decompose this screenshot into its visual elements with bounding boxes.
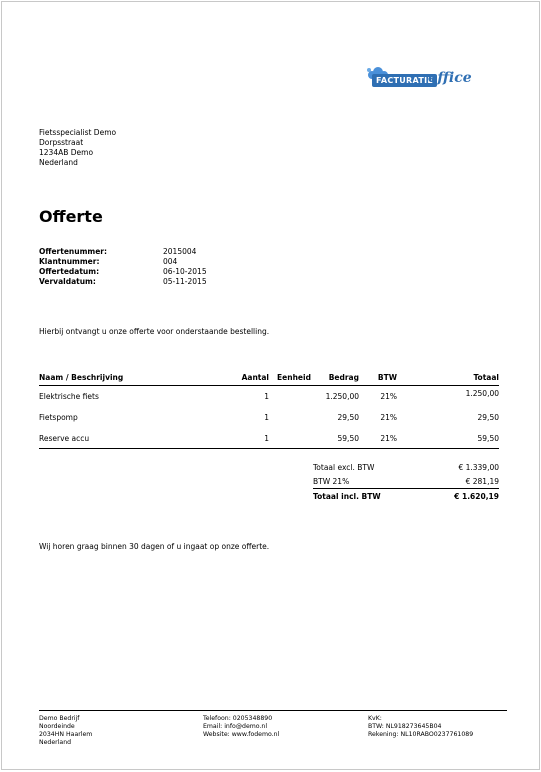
cell-btw: 21%	[380, 413, 397, 422]
meta-row	[39, 247, 239, 257]
cell-unit	[269, 392, 319, 407]
table-row	[39, 428, 499, 449]
cell-btw: 21%	[380, 392, 397, 401]
total-incl-value: € 1.620,19	[454, 491, 499, 501]
footer-line: Demo Bedrijf	[39, 715, 80, 722]
total-excl-label: Totaal excl. BTW	[313, 462, 375, 472]
totals-block	[313, 460, 499, 503]
meta-row	[39, 267, 239, 277]
closing-text: Wij horen graag binnen 30 dagen of u ingaat op onze offerte.	[39, 542, 270, 551]
meta-label: Klantnummer:	[39, 257, 100, 266]
header-unit: Eenheid	[277, 373, 311, 382]
footer-line: BTW: NL918273645B04	[368, 723, 442, 730]
logo-script-text: office	[428, 70, 472, 86]
meta-value: 06-10-2015	[163, 267, 207, 276]
facturatie-office-logo	[366, 66, 478, 94]
header-qty: Aantal	[241, 373, 269, 382]
btw-value: € 281,19	[465, 476, 499, 486]
cell-qty: 1	[264, 413, 269, 422]
cell-total: 59,50	[477, 434, 499, 443]
cell-name: Reserve accu	[39, 434, 90, 443]
total-incl-row	[313, 489, 499, 503]
cell-total: 1.250,00	[465, 389, 499, 398]
document-page	[1, 1, 540, 770]
footer-line: Noordeinde	[39, 723, 75, 730]
cell-qty: 1	[264, 434, 269, 443]
footer-line: Website: www.fodemo.nl	[203, 731, 280, 738]
header-name: Naam / Beschrijving	[39, 373, 124, 382]
meta-label: Vervaldatum:	[39, 277, 96, 286]
line-items-table	[39, 373, 499, 449]
quote-meta	[39, 247, 239, 287]
footer-line: Rekening: NL10RABO0237761089	[368, 731, 474, 738]
footer-line: 2034HN Haarlem	[39, 731, 93, 738]
cell-name: Elektrische fiets	[39, 392, 99, 401]
logo-box-text: FACTURATIE	[372, 74, 437, 87]
intro-text: Hierbij ontvangt u onze offerte voor onderstaande bestelling.	[39, 327, 270, 336]
meta-value: 05-11-2015	[163, 277, 207, 286]
footer-divider	[39, 710, 507, 711]
footer-line: KvK:	[368, 715, 382, 722]
address-line: Dorpsstraat	[39, 138, 84, 147]
header-price: Bedrag	[328, 373, 359, 382]
meta-label: Offertenummer:	[39, 247, 108, 256]
address-line: 1234AB Demo	[39, 148, 94, 157]
header-total: Totaal	[473, 373, 499, 382]
total-excl-row	[313, 460, 499, 474]
cell-total: 29,50	[477, 413, 499, 422]
address-line: Fietsspecialist Demo	[39, 128, 117, 137]
footer-line: Email: info@demo.nl	[203, 723, 268, 730]
meta-row	[39, 277, 239, 287]
address-line: Nederland	[39, 158, 78, 167]
table-row	[39, 386, 499, 407]
meta-value: 2015004	[163, 247, 197, 256]
document-title: Offerte	[39, 207, 103, 226]
footer-line: Nederland	[39, 739, 72, 746]
cell-name: Fietspomp	[39, 413, 78, 422]
meta-label: Offertedatum:	[39, 267, 100, 276]
table-header	[39, 373, 499, 386]
footer-registration	[368, 715, 473, 739]
cell-qty: 1	[264, 392, 269, 401]
footer-company	[39, 715, 92, 747]
cell-price: 1.250,00	[325, 392, 359, 401]
footer-contact	[203, 715, 279, 739]
cell-price: 29,50	[337, 413, 359, 422]
header-btw: BTW	[377, 373, 397, 382]
total-incl-label: Totaal incl. BTW	[313, 491, 381, 501]
cell-btw: 21%	[380, 434, 397, 443]
recipient-address	[39, 128, 116, 168]
cell-unit	[269, 413, 319, 428]
cell-price: 59,50	[337, 434, 359, 443]
table-row	[39, 407, 499, 428]
total-excl-value: € 1.339,00	[458, 462, 499, 472]
footer-line: Telefoon: 0205348890	[203, 715, 273, 722]
meta-value: 004	[163, 257, 178, 266]
btw-row	[313, 474, 499, 489]
btw-label: BTW 21%	[313, 476, 350, 486]
meta-row	[39, 257, 239, 267]
cell-unit	[269, 434, 319, 448]
